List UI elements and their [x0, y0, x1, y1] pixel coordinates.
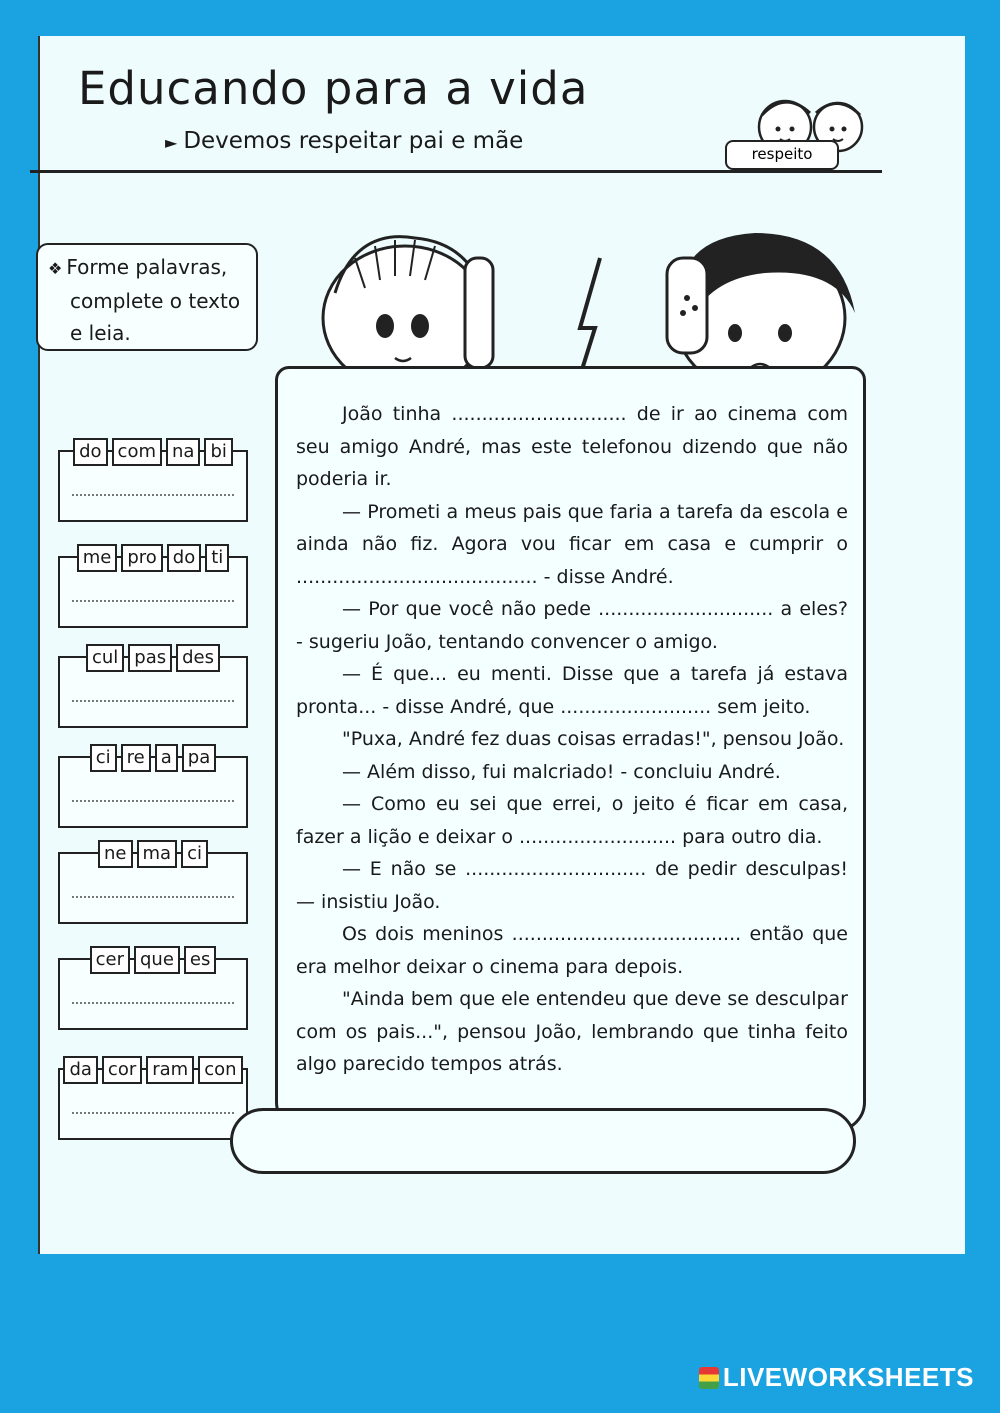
word-box-6	[58, 949, 248, 1030]
divider	[30, 170, 882, 173]
syllable-tile[interactable]: ne	[98, 840, 132, 868]
instruction-line-3: e leia.	[70, 321, 131, 345]
syllable-tile[interactable]: ti	[205, 544, 229, 572]
story-paragraph: — Prometi a meus pais que faria a tarefa da escola e ainda não fiz. Agora vou ficar em casa e cumprir o ........................................ - disse André.	[296, 500, 848, 588]
story-paragraph: João tinha ............................. de ir ao cinema com seu amigo André, mas este telefonou dizendo que não poderia ir.	[296, 403, 848, 490]
answer-line[interactable]	[72, 896, 234, 898]
answer-line[interactable]	[72, 1002, 234, 1004]
word-box-3	[58, 647, 248, 728]
answer-line[interactable]	[72, 700, 234, 702]
word-box-7	[58, 1059, 248, 1140]
arrow-icon: ►	[165, 133, 178, 152]
story-paragraph: — É que... eu menti. Disse que a tarefa já estava pronta... - disse André, que ......................... sem jeito.	[296, 663, 848, 718]
syllable-tile[interactable]: pro	[121, 544, 162, 572]
syllable-tile[interactable]: cer	[90, 946, 130, 974]
syllable-tile[interactable]: re	[121, 744, 151, 772]
syllable-tile[interactable]: cor	[102, 1056, 142, 1084]
story-paragraph: — Por que você não pede ............................. a eles? - sugeriu João, tentando convencer o amigo.	[296, 598, 848, 653]
instruction-box	[36, 243, 258, 351]
story-paragraph: — Como eu sei que errei, o jeito é ficar em casa, fazer a lição e deixar o .......................... para outro dia.	[296, 793, 848, 848]
syllable-tile[interactable]: ram	[146, 1056, 194, 1084]
liveworksheets-logo	[699, 1362, 974, 1393]
scroll-roll	[230, 1108, 856, 1174]
syllable-tile[interactable]: com	[112, 438, 162, 466]
syllable-tile[interactable]: do	[167, 544, 201, 572]
syllable-tile[interactable]: pa	[182, 744, 216, 772]
syllable-tile[interactable]: a	[155, 744, 178, 772]
syllable-tile[interactable]: es	[184, 946, 216, 974]
story-paragraph: — E não se .............................. de pedir desculpas! — insistiu João.	[296, 858, 848, 913]
word-box-4	[58, 747, 248, 828]
syllable-tile[interactable]: cul	[86, 644, 124, 672]
syllable-tile[interactable]: con	[198, 1056, 242, 1084]
syllable-tile[interactable]: des	[176, 644, 220, 672]
instruction-line-2: complete o texto	[70, 289, 241, 313]
syllable-tile[interactable]: que	[134, 946, 180, 974]
syllable-tile[interactable]: ci	[90, 744, 117, 772]
page-title: Educando para a vida	[78, 62, 589, 115]
answer-line[interactable]	[72, 494, 234, 496]
story-paragraph: — Além disso, fui malcriado! - concluiu André.	[342, 760, 781, 783]
respeito-badge: respeito	[725, 140, 839, 170]
story-paragraph: Os dois meninos ...................................... então que era melhor deixar o cinema para depois.	[296, 923, 848, 978]
sparkle-icon: ❖	[48, 259, 63, 278]
syllable-tile[interactable]: me	[77, 544, 118, 572]
page-subtitle	[165, 128, 523, 154]
answer-line[interactable]	[72, 1112, 234, 1114]
brand-text: LIVEWORKSHEETS	[722, 1362, 974, 1392]
syllable-tile[interactable]: bi	[204, 438, 232, 466]
syllable-tile[interactable]: da	[63, 1056, 97, 1084]
syllable-tile[interactable]: pas	[128, 644, 172, 672]
word-box-1	[58, 441, 248, 522]
syllable-tile[interactable]: do	[73, 438, 107, 466]
syllable-tile[interactable]: na	[166, 438, 200, 466]
story-paragraph: "Puxa, André fez duas coisas erradas!", pensou João.	[342, 728, 845, 750]
subtitle-text: Devemos respeitar pai e mãe	[183, 128, 524, 154]
answer-line[interactable]	[72, 800, 234, 802]
story-text	[296, 398, 848, 1081]
instruction-line-1: Forme palavras,	[66, 255, 228, 279]
liveworksheets-icon	[699, 1367, 719, 1389]
answer-line[interactable]	[72, 600, 234, 602]
syllable-tile[interactable]: ma	[137, 840, 178, 868]
word-box-2	[58, 547, 248, 628]
story-paragraph: "Ainda bem que ele entendeu que deve se desculpar com os pais...", pensou João, lembrando que tinha feito algo parecido tempos atrás.	[296, 988, 848, 1075]
word-box-5	[58, 843, 248, 924]
syllable-tile[interactable]: ci	[181, 840, 208, 868]
